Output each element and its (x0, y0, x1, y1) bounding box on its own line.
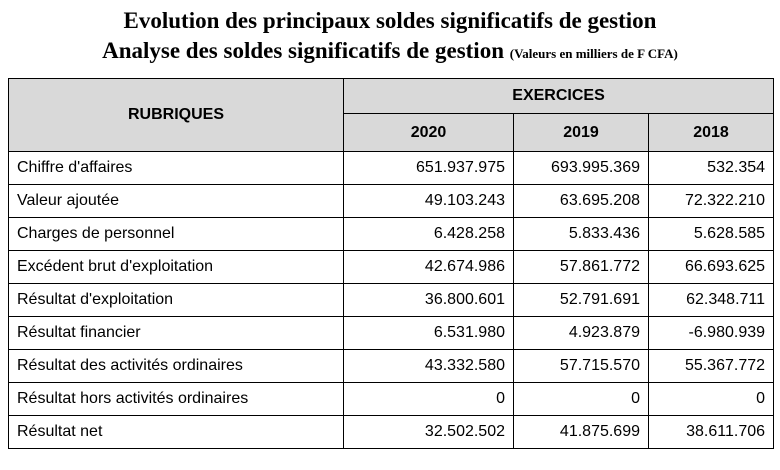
cell-value: 66.693.625 (649, 251, 774, 284)
cell-value: 0 (514, 383, 649, 416)
table-row (9, 416, 774, 449)
cell-value: 4.923.879 (514, 317, 649, 350)
title-block (0, 6, 780, 69)
soldes-table (8, 78, 774, 449)
table-row (9, 185, 774, 218)
row-label: Résultat hors activités ordinaires (9, 383, 344, 416)
cell-value: 52.791.691 (514, 284, 649, 317)
sub-title-text: Analyse des soldes significatifs de gestion (102, 38, 504, 63)
header-year: 2020 (344, 114, 514, 152)
row-label: Résultat net (9, 416, 344, 449)
cell-value: 532.354 (649, 152, 774, 185)
cell-value: 43.332.580 (344, 350, 514, 383)
header-year: 2019 (514, 114, 649, 152)
table-row (9, 383, 774, 416)
table-row (9, 317, 774, 350)
header-exercices: EXERCICES (344, 79, 774, 114)
cell-value: 693.995.369 (514, 152, 649, 185)
table-row (9, 251, 774, 284)
cell-value: 0 (344, 383, 514, 416)
cell-value: 63.695.208 (514, 185, 649, 218)
row-label: Valeur ajoutée (9, 185, 344, 218)
cell-value: 55.367.772 (649, 350, 774, 383)
cell-value: 72.322.210 (649, 185, 774, 218)
cell-value: 49.103.243 (344, 185, 514, 218)
cell-value: 32.502.502 (344, 416, 514, 449)
units-note: (Valeurs en milliers de F CFA) (509, 46, 678, 61)
table-row (9, 350, 774, 383)
cell-value: 57.715.570 (514, 350, 649, 383)
table-row (9, 152, 774, 185)
main-title: Evolution des principaux soldes significatifs de gestion (123, 8, 657, 33)
row-label: Résultat des activités ordinaires (9, 350, 344, 383)
cell-value: 62.348.711 (649, 284, 774, 317)
cell-value: 5.833.436 (514, 218, 649, 251)
row-label: Excédent brut d'exploitation (9, 251, 344, 284)
cell-value: 5.628.585 (649, 218, 774, 251)
cell-value: 651.937.975 (344, 152, 514, 185)
cell-value: 38.611.706 (649, 416, 774, 449)
table-row (9, 284, 774, 317)
cell-value: 57.861.772 (514, 251, 649, 284)
header-rubriques: RUBRIQUES (9, 79, 344, 152)
cell-value: 41.875.699 (514, 416, 649, 449)
cell-value: 6.531.980 (344, 317, 514, 350)
cell-value: 42.674.986 (344, 251, 514, 284)
row-label: Résultat d'exploitation (9, 284, 344, 317)
sub-title (0, 36, 780, 69)
header-year: 2018 (649, 114, 774, 152)
cell-value: 36.800.601 (344, 284, 514, 317)
cell-value: 6.428.258 (344, 218, 514, 251)
row-label: Chiffre d'affaires (9, 152, 344, 185)
header-row-top (9, 79, 774, 114)
table-row (9, 218, 774, 251)
row-label: Résultat financier (9, 317, 344, 350)
cell-value: 0 (649, 383, 774, 416)
cell-value: -6.980.939 (649, 317, 774, 350)
row-label: Charges de personnel (9, 218, 344, 251)
